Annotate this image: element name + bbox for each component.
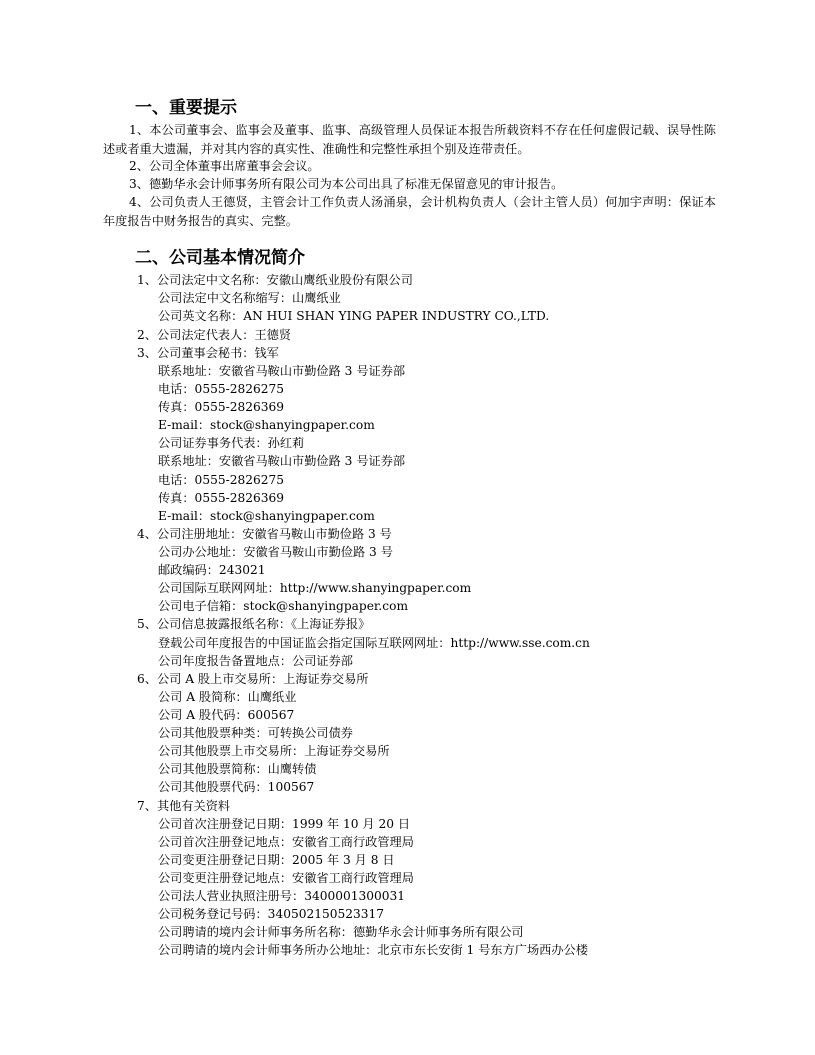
info-line: 公司其他股票种类：可转换公司债券 — [158, 726, 353, 740]
info-line: 公司 A 股代码：600567 — [158, 708, 295, 722]
info-line: 公司首次注册登记地点：安徽省工商行政管理局 — [158, 835, 414, 849]
info-line: 公司聘请的境内会计师事务所办公地址：北京市东长安街 1 号东方广场西办公楼 — [158, 943, 588, 957]
info-line: 联系地址：安徽省马鞍山市勤俭路 3 号证券部 — [158, 454, 406, 468]
info-line: 3、公司董事会秘书：钱军 — [137, 346, 279, 360]
info-line: E-mail：stock@shanyingpaper.com — [158, 509, 375, 523]
info-line: 联系地址：安徽省马鞍山市勤俭路 3 号证券部 — [158, 364, 406, 378]
info-line: 公司证券事务代表：孙红莉 — [158, 436, 305, 450]
info-line: 2、公司法定代表人：王德贤 — [137, 328, 292, 342]
info-line: 传真：0555-2826369 — [158, 491, 284, 505]
info-line: 7、其他有关资料 — [137, 799, 231, 813]
section-1-heading: 一、重要提示 — [135, 98, 237, 118]
info-line: 公司国际互联网网址：http://www.shanyingpaper.com — [158, 581, 472, 595]
info-line: 公司 A 股简称：山鹰纸业 — [158, 690, 297, 704]
info-line: 公司聘请的境内会计师事务所名称：德勤华永会计师事务所有限公司 — [158, 925, 524, 939]
info-line: 电话：0555-2826275 — [158, 382, 284, 396]
info-line: 6、公司 A 股上市交易所：上海证券交易所 — [137, 672, 369, 686]
info-line: 公司电子信箱：stock@shanyingpaper.com — [158, 599, 409, 613]
info-line: 公司其他股票简称：山鹰转债 — [158, 762, 317, 776]
info-line: 传真：0555-2826369 — [158, 400, 284, 414]
info-line: 公司英文名称：AN HUI SHAN YING PAPER INDUSTRY CO.,LTD. — [158, 309, 550, 323]
info-line: 电话：0555-2826275 — [158, 473, 284, 487]
info-line: 公司法定中文名称缩写：山鹰纸业 — [158, 291, 341, 305]
info-line: 登载公司年度报告的中国证监会指定国际互联网网址：http://www.sse.com.cn — [158, 636, 590, 650]
notice-paragraph-4: 4、公司负责人王德贤，主管会计工作负责人汤涌泉，会计机构负责人（会计主管人员）何加宇声明：保证本年度报告中财务报告的真实、完整。 — [103, 195, 716, 228]
info-line: 1、公司法定中文名称：安徽山鹰纸业股份有限公司 — [137, 273, 413, 287]
info-line: 公司法人营业执照注册号：3400001300031 — [158, 889, 406, 903]
info-line: E-mail：stock@shanyingpaper.com — [158, 418, 375, 432]
info-line: 公司变更注册登记日期：2005 年 3 月 8 日 — [158, 853, 395, 867]
info-line: 公司年度报告备置地点：公司证券部 — [158, 654, 353, 668]
info-line: 公司办公地址：安徽省马鞍山市勤俭路 3 号 — [158, 545, 393, 559]
notice-paragraph-1: 1、本公司董事会、监事会及董事、监事、高级管理人员保证本报告所载资料不存在任何虚假记载、误导性陈述或者重大遗漏，并对其内容的真实性、准确性和完整性承担个别及连带责任。 — [103, 123, 716, 156]
info-line: 4、公司注册地址：安徽省马鞍山市勤俭路 3 号 — [137, 527, 392, 541]
info-line: 公司首次注册登记日期：1999 年 10 月 20 日 — [158, 817, 411, 831]
notice-paragraph-3: 3、德勤华永会计师事务所有限公司为本公司出具了标准无保留意见的审计报告。 — [129, 177, 564, 191]
info-line: 公司变更注册登记地点：安徽省工商行政管理局 — [158, 871, 414, 885]
info-line: 公司税务登记号码：340502150523317 — [158, 907, 384, 921]
section-2-heading: 二、公司基本情况简介 — [135, 248, 305, 268]
notice-paragraph-2: 2、公司全体董事出席董事会会议。 — [129, 159, 320, 173]
info-line: 公司其他股票代码：100567 — [158, 780, 315, 794]
info-line: 邮政编码：243021 — [158, 563, 266, 577]
info-line: 5、公司信息披露报纸名称：《上海证券报》 — [137, 617, 371, 631]
info-line: 公司其他股票上市交易所：上海证券交易所 — [158, 744, 390, 758]
